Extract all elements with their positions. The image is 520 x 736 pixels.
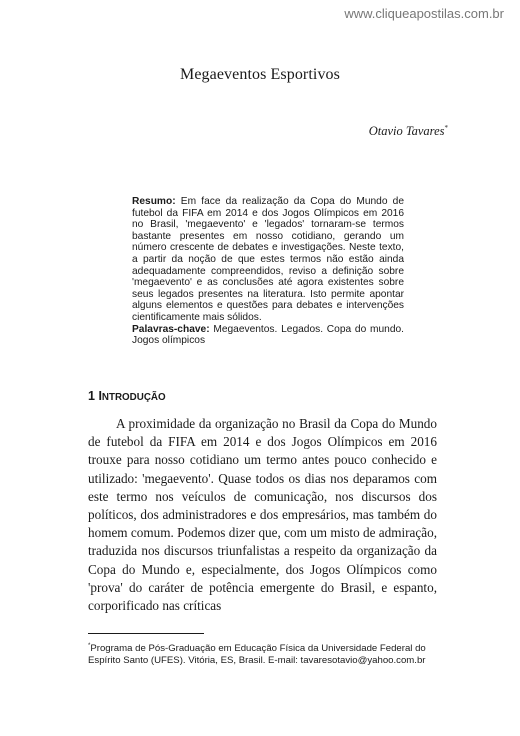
abstract-paragraph [132,196,404,324]
author-name [369,124,448,139]
author-footnote-marker: * [444,124,448,132]
section-initial: I [98,389,102,403]
keywords-label: Palavras-chave: [132,323,210,335]
author-name-text: Otavio Tavares [368,124,445,138]
body-paragraph: A proximidade da organização no Brasil da Copa do Mundo de futebol da FIFA em 2014 e dos Jogos Olímpicos em 2016 trouxe para nosso cotidiano um termo antes pouco conhecido e utilizado: 'megaevento'. Quase todos os dias nos deparamos com este termo nos veículos de comunicação, nos discursos dos políticos, dos administradores e dos empresários, mas também do homem comum. Podemos dizer que, com um misto de admiração, traduzida nos discursos triunfalistas a respeito da organização da Copa do Mundo e, especialmente, dos Jogos Olímpicos como 'prova' do caráter de potência emergente do Brasil, e espanto, corporificado nas críticas [88,416,437,614]
keywords-paragraph [132,324,404,347]
footnote [88,640,440,668]
section-heading [88,389,166,403]
section-title-rest: NTRODUÇÃO [101,392,166,403]
footnote-text: Programa de Pós-Graduação em Educação Física da Universidade Federal do Espírito Santo (UFES). Vitória, ES, Brasil. E-mail: tavaresotavio@yahoo.com.br [88,643,426,667]
abstract-block [132,196,404,347]
section-number: 1 [88,389,95,403]
article-title: Megaeventos Esportivos [180,66,340,83]
keywords-text: Megaeventos. Legados. Copa do mundo. Jogos olímpicos [132,323,404,347]
footnote-divider [88,633,204,634]
abstract-text: Em face da realização da Copa do Mundo de futebol da FIFA em 2014 e dos Jogos Olímpicos em 2016 no Brasil, 'megaevento' e 'legados' tornaram-se termos bastante presentes em nosso cotidiano, gerando um número crescente de debates e investigações. Neste texto, a partir da noção de que estes termos não estão ainda adequadamente compreendidos, reviso a definição sobre 'megaevento' e as conclusões até agora existentes sobre seus legados presentes na literatura. Isto permite apontar alguns elementos e questões para debates e intervenções cientificamente mais sólidos. [132,196,404,323]
abstract-label: Resumo: [132,196,176,207]
footnote-marker: * [88,643,91,649]
watermark-url: www.cliqueapostilas.com.br [344,6,504,21]
